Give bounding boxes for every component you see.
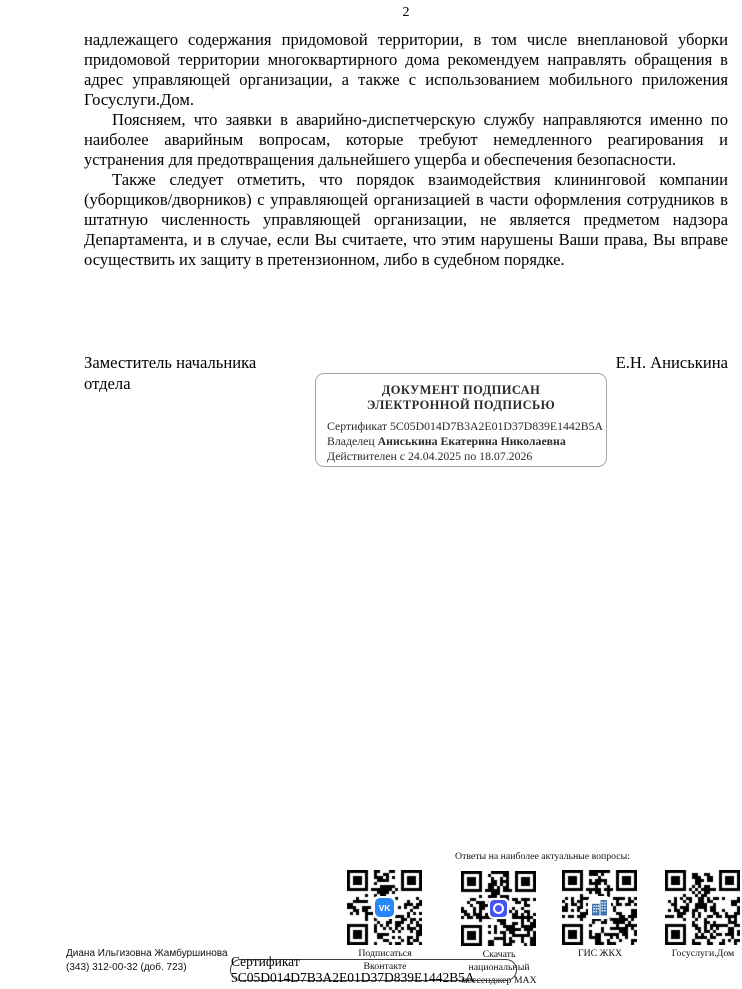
- stamp-certificate-line: Сертификат 5C05D014D7B3A2E01D37D839E1442B5A: [327, 419, 604, 433]
- owner-name: Аниськина Екатерина Николаевна: [377, 434, 566, 448]
- stamp-owner-line: Владелец Аниськина Екатерина Николаевна: [327, 434, 566, 448]
- page-number: 2: [402, 5, 410, 20]
- qr-label: Скачать национальный мессенджер MAX: [461, 949, 537, 986]
- stamp-details: [316, 419, 606, 464]
- qr-code-gosuslugi-dom: [665, 870, 740, 945]
- paragraph: Также следует отметить, что порядок взаимодействия клининговой компании (уборщиков/дворников) с управляющей организацией в части оформления сотрудников в штатную численность управляющей организации, не является предметом надзора Департамента, и в случае, если Вы считаете, что этим нарушены Ваши права, Вы вправе осуществить их защиту в претензионном, либо в судебном порядке.: [84, 170, 728, 269]
- executor-contact: [66, 947, 228, 975]
- qr-label: ГИС ЖКХ: [577, 948, 623, 959]
- certificate-badge: Сертификат 5C05D014D7B3A2E01D37D839E1442B5A: [230, 959, 517, 981]
- qr-block-max-messenger: [461, 871, 537, 986]
- signer-name: Е.Н. Аниськина: [615, 353, 728, 372]
- vk-icon: VK: [373, 896, 396, 919]
- executor-name: Диана Ильгизовна Жамбуршинова: [66, 948, 228, 959]
- qr-block-gis-zhkh: [562, 870, 638, 959]
- executor-phone: (343) 312-00-32 (доб. 723): [66, 962, 187, 973]
- qr-block-gosuslugi-dom: [665, 870, 741, 959]
- gis-zhkh-icon: [588, 896, 611, 919]
- signer-position: Заместитель начальника отдела: [84, 353, 257, 393]
- paragraph: надлежащего содержания придомовой территории, в том числе внеплановой уборки придомовой территории многоквартирного дома рекомендуем направлять обращения в адрес управляющей организации, а также с использованием мобильного приложения Госуслуги.Дом.: [84, 30, 728, 109]
- qr-label: Подписаться Вконтакте: [358, 948, 412, 972]
- qr-label: Госуслуги.Дом: [671, 948, 735, 959]
- qr-block-vk: [347, 870, 423, 972]
- electronic-signature-stamp: [315, 373, 607, 467]
- max-messenger-icon: [488, 898, 509, 919]
- stamp-validity-line: Действителен с 24.04.2025 по 18.07.2026: [327, 449, 533, 463]
- stamp-title-line1: ДОКУМЕНТ ПОДПИСАН: [381, 383, 541, 397]
- certificate-number: 5C05D014D7B3A2E01D37D839E1442B5A: [390, 419, 604, 433]
- stamp-title-line2: ЭЛЕКТРОННОЙ ПОДПИСЬЮ: [366, 398, 556, 412]
- paragraph: Поясняем, что заявки в аварийно-диспетчерскую службу направляются именно по наиболее аварийным вопросам, которые требуют немедленного реагирования и устранения для предотвращения дальнейшего ущерба и обеспечения безопасности.: [84, 110, 728, 169]
- qr-section-header: Ответы на наиболее актуальные вопросы:: [455, 851, 630, 862]
- letter-body: [84, 30, 728, 270]
- stamp-title: [316, 383, 606, 413]
